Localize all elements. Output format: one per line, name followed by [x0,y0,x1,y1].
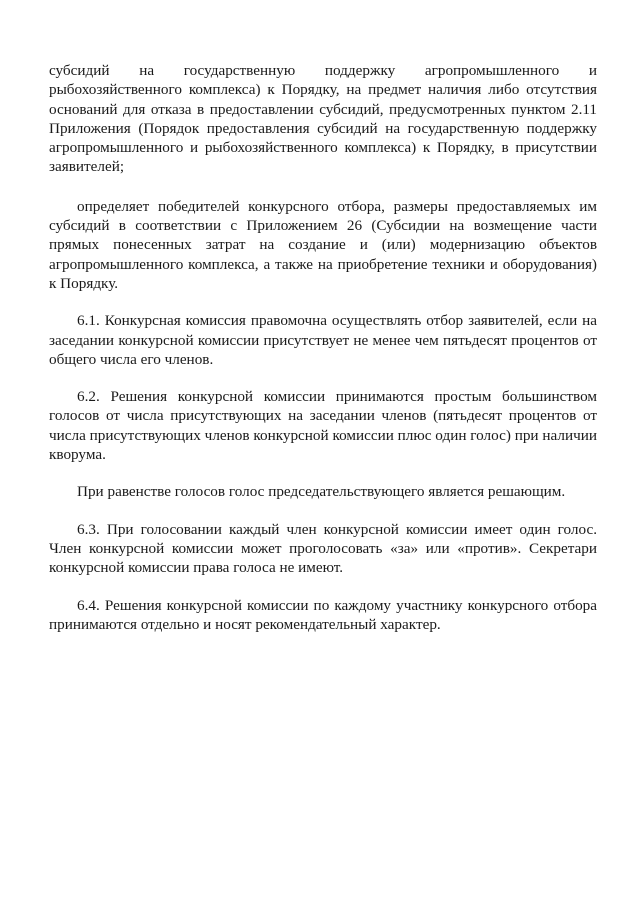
paragraph-continuation: субсидий на государственную поддержку агропромышленного и рыбохозяйственного комплекса) к Порядку, на предмет наличия либо отсутствия оснований для отказа в предоставлении субсидий, предусмотренных пунктом 2.11 Приложения (Порядок предоставления субсидий на государственную поддержку агропромышленного и рыбохозяйственного комплекса) к Порядку, в присутствии заявителей; [49,62,597,176]
paragraph-6-4: 6.4. Решения конкурсной комиссии по каждому участнику конкурсного отбора принимаются отдельно и носят рекомендательный характер. [49,596,597,633]
paragraph-6-1: 6.1. Конкурсная комиссия правомочна осуществлять отбор заявителей, если на заседании конкурсной комиссии присутствует не менее чем пятьдесят процентов от общего числа его членов. [49,312,597,368]
document-body [49,61,597,652]
paragraph-6-2: 6.2. Решения конкурсной комиссии принимаются простым большинством голосов от числа присутствующих на заседании членов (пятьдесят процентов от числа присутствующих членов конкурсной комиссии плюс один голос) при наличии кворума. [49,388,597,464]
paragraph-tie-vote: При равенстве голосов голос председательствующего является решающим. [77,483,566,501]
paragraph-6-3: 6.3. При голосовании каждый член конкурсной комиссии имеет один голос. Член конкурсной комиссии может проголосовать «за» или «против». Секретари конкурсной комиссии права голоса не имеют. [49,520,597,577]
paragraph-winners: определяет победителей конкурсного отбора, размеры предоставляемых им субсидий в соответствии с Приложением 26 (Субсидии на возмещение части прямых понесенных затрат на создание и (или) модернизацию объектов агропромышленного комплекса, а также на приобретение техники и оборудования) к Порядку. [49,197,597,292]
